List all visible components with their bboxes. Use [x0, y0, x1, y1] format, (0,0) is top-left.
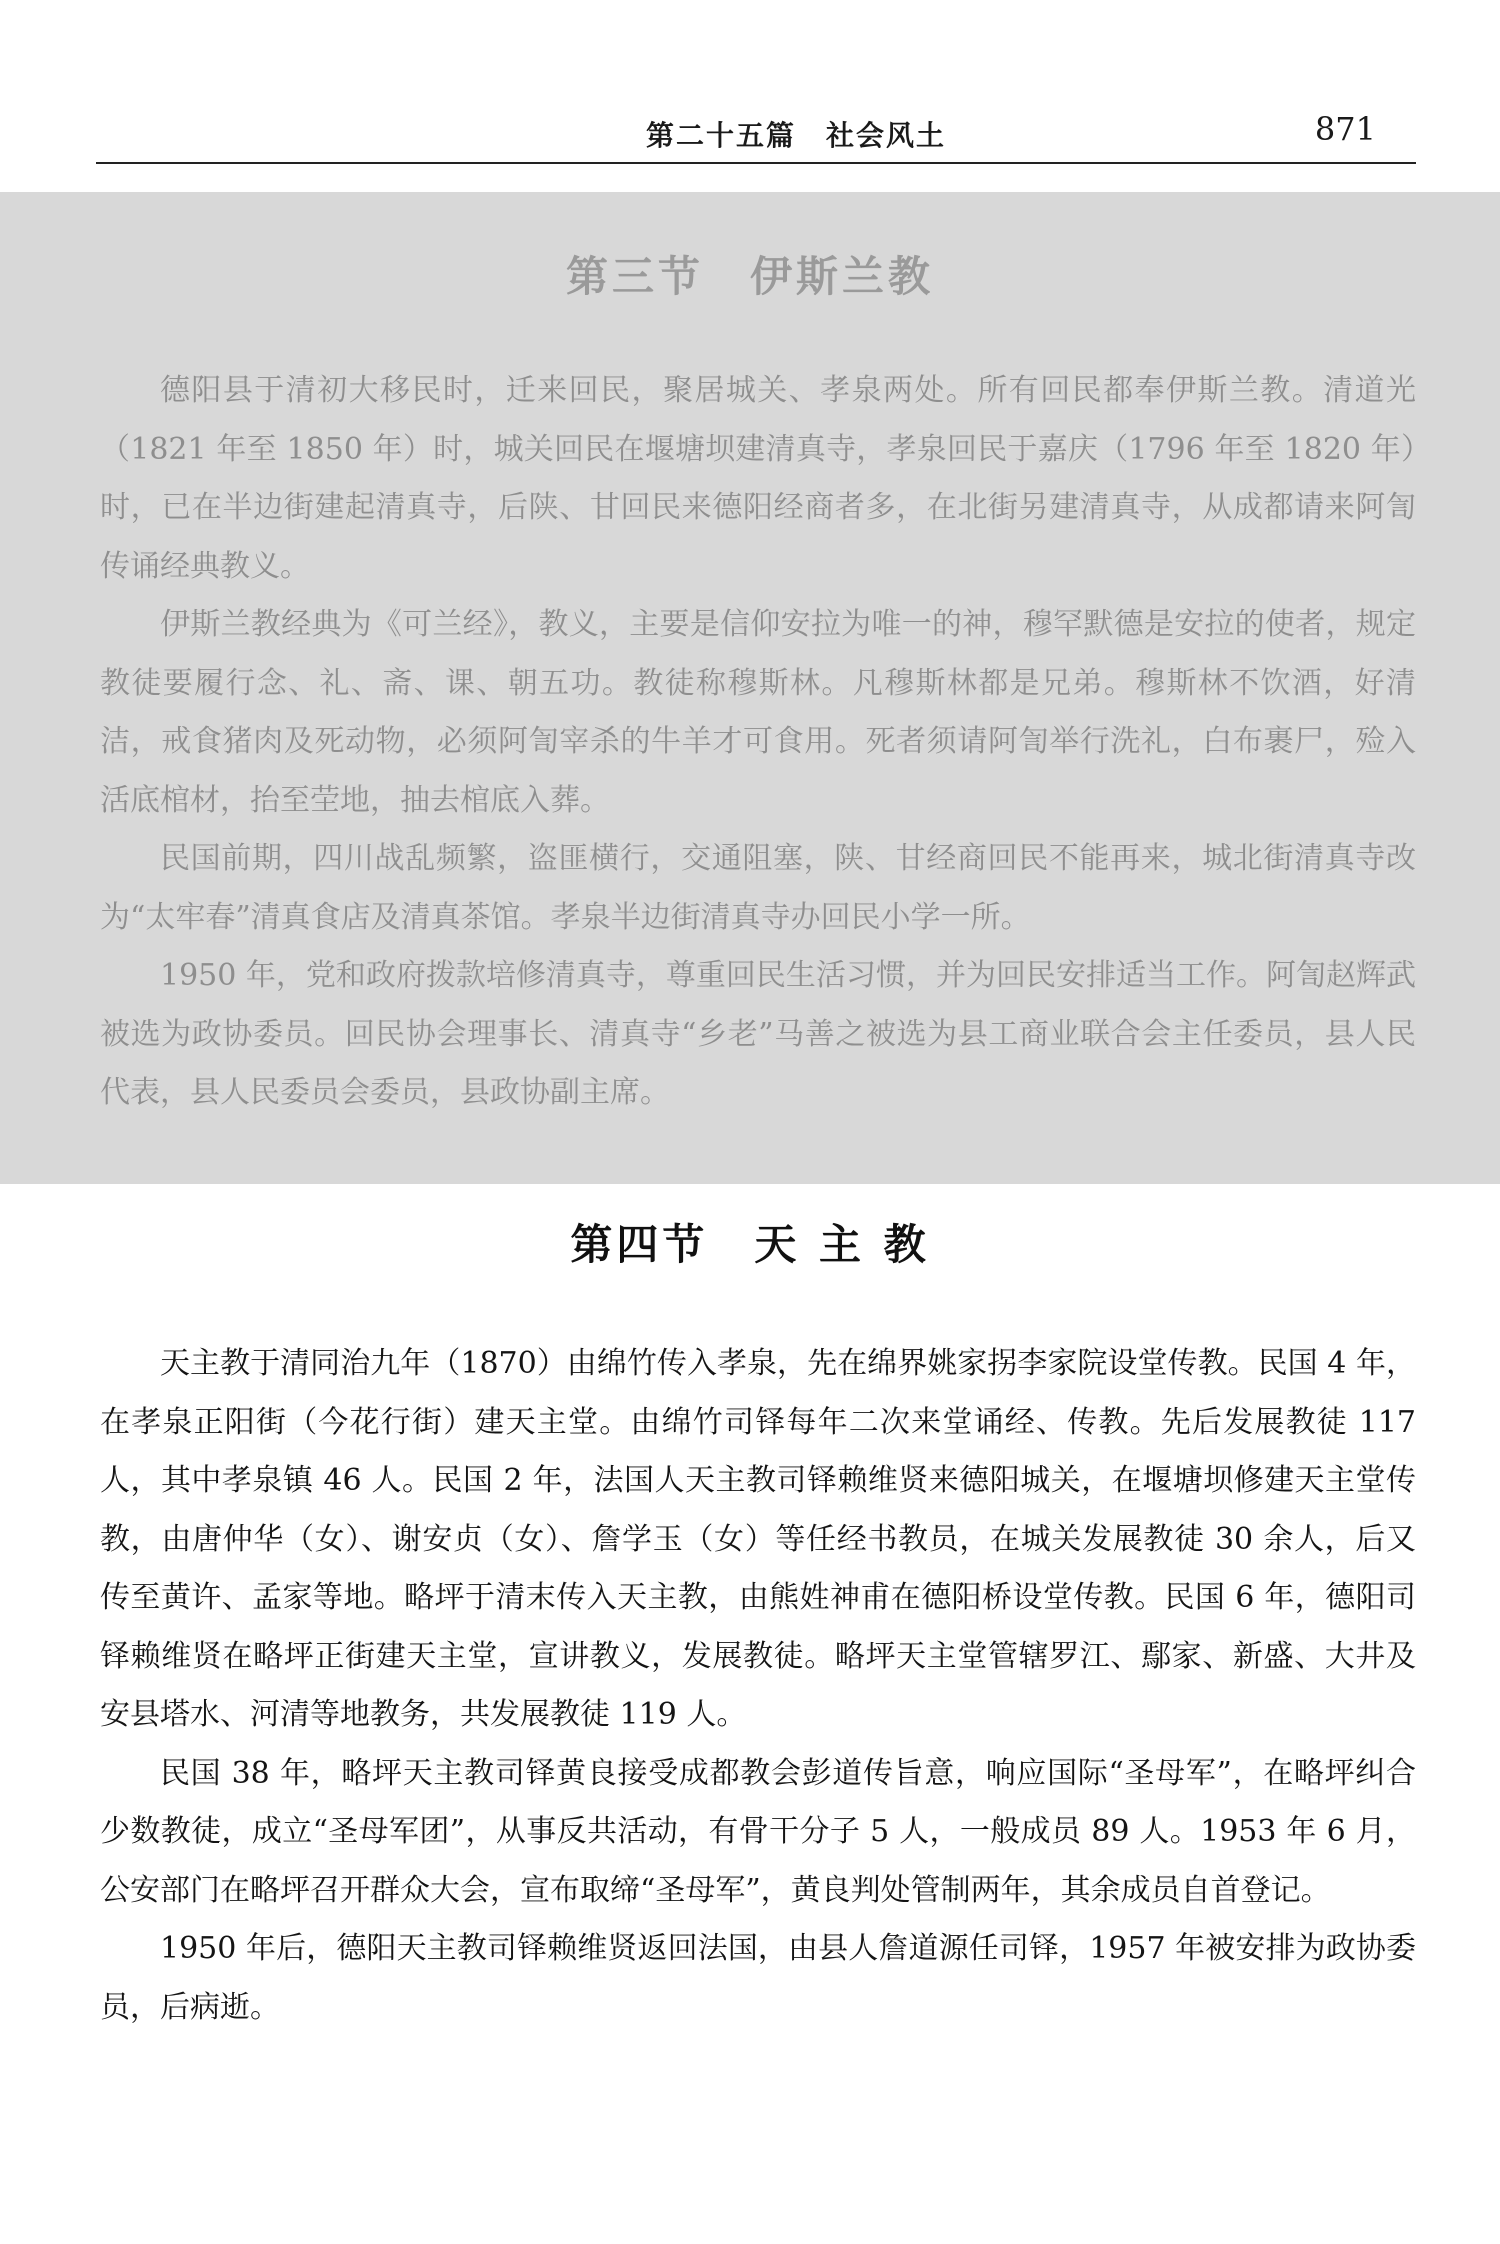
- paragraph: 民国 38 年，略坪天主教司铎黄良接受成都教会彭道传旨意，响应国际“圣母军”，在略坪纠合少数教徒，成立“圣母军团”，从事反共活动，有骨干分子 5 人，一般成员 89 人。1953 年 6 月，公安部门在略坪召开群众大会，宣布取缔“圣母军”，黄良判处管制两年，其余成员自首登记。: [100, 1755, 1416, 1908]
- section-catholicism-body: [100, 1335, 1416, 2037]
- page-number: 871: [1314, 110, 1376, 148]
- section-title-islam: 第三节 伊斯兰教: [565, 252, 934, 301]
- paragraph: 民国前期，四川战乱频繁，盗匪横行，交通阻塞，陕、甘经商回民不能再来，城北街清真寺改为“太牢春”清真食店及清真茶馆。孝泉半边街清真寺办回民小学一所。: [100, 841, 1416, 935]
- paragraph: 伊斯兰教经典为《可兰经》，教义，主要是信仰安拉为唯一的神，穆罕默德是安拉的使者，规定教徒要履行念、礼、斋、课、朝五功。教徒称穆斯林。凡穆斯林都是兄弟。穆斯林不饮酒，好清洁，戒食猪肉及死动物，必须阿訇宰杀的牛羊才可食用。死者须请阿訇举行洗礼，白布裹尸，殓入活底棺材，抬至茔地，抽去棺底入葬。: [100, 607, 1416, 818]
- section-islam-body: [100, 362, 1416, 1123]
- section-islam: [0, 192, 1500, 1184]
- running-title: 第二十五篇 社会风土: [646, 119, 947, 152]
- paragraph: 1950 年，党和政府拨款培修清真寺，尊重回民生活习惯，并为回民安排适当工作。阿訇赵辉武被选为政协委员。回民协会理事长、清真寺“乡老”马善之被选为县工商业联合会主任委员，县人民代表，县人民委员会委员，县政协副主席。: [100, 958, 1416, 1110]
- paragraph: 德阳县于清初大移民时，迁来回民，聚居城关、孝泉两处。所有回民都奉伊斯兰教。清道光（1821 年至 1850 年）时，城关回民在堰塘坝建清真寺，孝泉回民于嘉庆（1796 年至 1820 年）时，已在半边街建起清真寺，后陕、甘回民来德阳经商者多，在北街另建清真寺，从成都请来阿訇传诵经典教义。: [100, 373, 1416, 584]
- page-header: [96, 102, 1416, 164]
- section-title-catholicism: 第四节 天 主 教: [570, 1220, 930, 1269]
- paragraph: 1950 年后，德阳天主教司铎赖维贤返回法国，由县人詹道源任司铎，1957 年被安排为政协委员，后病逝。: [100, 1931, 1416, 2025]
- paragraph: 天主教于清同治九年（1870）由绵竹传入孝泉，先在绵界姚家拐李家院设堂传教。民国 4 年，在孝泉正阳街（今花行街）建天主堂。由绵竹司铎每年二次来堂诵经、传教。先后发展教徒 117 人，其中孝泉镇 46 人。民国 2 年，法国人天主教司铎赖维贤来德阳城关，在堰塘坝修建天主堂传教，由唐仲华（女）、谢安贞（女）、詹学玉（女）等任经书教员，在城关发展教徒 30 余人，后又传至黄许、孟家等地。略坪于清末传入天主教，由熊姓神甫在德阳桥设堂传教。民国 6 年，德阳司铎赖维贤在略坪正街建天主堂，宣讲教义，发展教徒。略坪天主堂管辖罗江、鄢家、新盛、大井及安县塔水、河清等地教务，共发展教徒 119 人。: [100, 1346, 1416, 1732]
